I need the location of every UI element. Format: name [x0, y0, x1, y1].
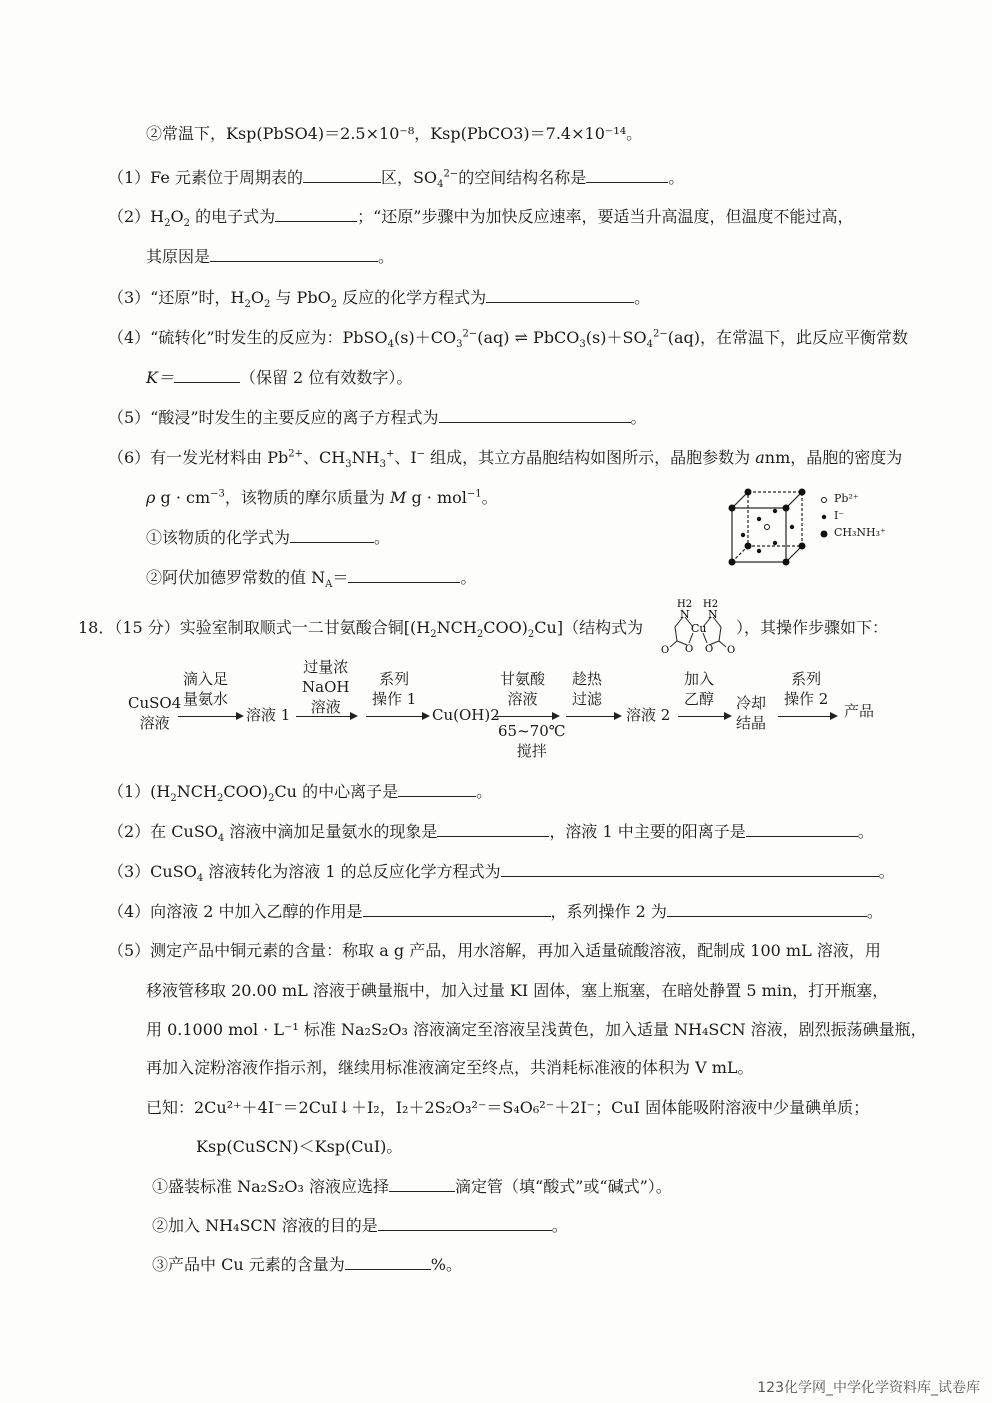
q6-text-i: g · cm	[155, 488, 211, 507]
flow-step7-label: 系列 操作 2	[784, 670, 829, 708]
struct-h2-right: H2	[703, 599, 719, 610]
flow-step4-bottom: 65~70℃ 搅拌	[498, 722, 566, 760]
q18-p5-s3b: %。	[430, 1255, 462, 1274]
question-6: （6）有一发光材料由 $Pb^{2+}$、$CH_3NH_3^+$、I− 组成，其立方晶胞结构如图所示，晶胞参数为 anm，晶胞的密度为	[108, 448, 903, 471]
q18-p3-b: 溶液转化为溶液 1 的总反应化学方程式为	[203, 862, 501, 881]
question-18-head: 18．（15 分）实验室制取顺式一二甘氨酸合铜$[(H_2NCH_2COO)_2Cu]$（结构式为	[78, 618, 644, 641]
struct-n-right: N	[708, 608, 718, 621]
q5-text-a: （5）“酸浸”时发生的主要反应的离子方程式为	[108, 408, 439, 427]
q6-text-j: ，该物质的摩尔质量为	[224, 488, 390, 507]
q6-text-f: a	[755, 448, 765, 467]
q4-text-d: (s)＋SO	[585, 328, 647, 347]
answer-blank[interactable]	[486, 288, 634, 303]
q18-part-5-ksp: Ksp(CuSCN)＜Ksp(CuI)。	[196, 1137, 403, 1156]
question-1: （1）Fe 元素位于周期表的 区，$SO_4^{2-}$的空间结构名称是 。	[108, 168, 685, 191]
q18-p5-s1a: ①盛装标准 Na₂S₂O₃ 溶液应选择	[152, 1177, 390, 1196]
q6-sub2-eq: ＝	[332, 568, 349, 587]
q18-p5-s2a: ②加入 NH₄SCN 溶液的目的是	[152, 1216, 378, 1235]
answer-blank[interactable]	[439, 408, 631, 423]
question-2-cont	[146, 247, 394, 267]
q18-part-5-line3: 用 0.1000 mol · L⁻¹ 标准 Na₂S₂O₃ 溶液滴定至溶液呈浅黄色，加入适量 NH₄SCN 溶液，剧烈振荡碘量瓶，	[146, 1020, 927, 1039]
struct-o: O	[685, 644, 694, 655]
q2-text-b: O	[170, 207, 184, 226]
q6-text-a: （6）有一发光材料由 Pb	[108, 448, 289, 467]
q1-text-c: 的空间结构名称是	[458, 168, 587, 187]
q3-text-c: 反应的化学方程式为	[337, 288, 487, 307]
q6-text-l: g · mol	[406, 488, 467, 507]
q4-text-a: （4）“硫转化”时发生的反应为：PbSO	[108, 328, 388, 347]
flow-arrow	[178, 716, 242, 717]
flow-step3-label: 系列 操作 1	[372, 670, 417, 708]
q18-p1-e: 。	[476, 782, 493, 801]
answer-blank[interactable]	[303, 168, 381, 183]
answer-blank[interactable]	[389, 1177, 455, 1192]
q18-p4-a: （4）向溶液 2 中加入乙醇的作用是	[108, 902, 363, 921]
q18-p1-a: （1）(H	[108, 782, 171, 801]
answer-blank[interactable]	[210, 247, 378, 262]
question-4-cont	[146, 368, 412, 388]
q18-p2-a: （2）在 CuSO	[108, 822, 218, 841]
q6-text-g: nm，晶胞的密度为	[764, 448, 903, 467]
q18-head-a: 18．（15 分）实验室制取顺式一二甘氨酸合铜[(H	[78, 618, 431, 637]
struct-o: O	[705, 644, 714, 655]
q6-sub2-text: ②阿伏加德罗常数的值 N	[146, 568, 326, 587]
q18-part-1: $(1)(H_2NCH_2COO)_2Cu$ 的中心离子是 。	[108, 782, 493, 805]
q18-head-b: NCH	[436, 618, 477, 637]
flow-step1-label: 滴入足 量氨水	[183, 670, 229, 708]
q6-text-m: 。	[481, 488, 498, 507]
flow-step4-top: 甘氨酸 溶液	[500, 670, 546, 708]
flow-node-2: Cu(OH)2	[432, 706, 500, 724]
struct-o: O	[727, 645, 736, 655]
q4-text-b: (s)＋CO	[394, 328, 457, 347]
flow-node-4: 冷却 结晶	[736, 694, 767, 732]
q18-part-5-sub3	[152, 1255, 462, 1275]
q6-text-d: 、I	[394, 448, 417, 467]
flow-end: 产品	[844, 702, 875, 720]
q3-text-a: （3）“还原”时，H	[108, 288, 245, 307]
answer-blank[interactable]	[275, 207, 357, 222]
q18-part-2: （2）在 CuSO$_4$ 溶液中滴加足量氨水的现象是 ，溶液 1 中主要的阳离子是 。	[108, 822, 874, 845]
q18-p2-d: 。	[857, 822, 874, 841]
q18-p3-c: 。	[878, 862, 895, 881]
flow-arrow	[366, 716, 428, 717]
answer-blank[interactable]	[398, 782, 476, 797]
question-6-cont: ρ $g \cdot cm^{-3}$，该物质的摩尔质量为 M g · mol$^{-1}$。	[146, 488, 498, 507]
q18-p1-c: COO)	[223, 782, 269, 801]
answer-blank[interactable]	[501, 862, 879, 877]
q18-p1-d: Cu 的中心离子是	[274, 782, 399, 801]
flow-start: CuSO4 溶液	[128, 694, 182, 732]
answer-blank[interactable]	[437, 822, 549, 837]
q18-p5-s3a: ③产品中 Cu 元素的含量为	[152, 1255, 345, 1274]
answer-blank[interactable]	[586, 168, 668, 183]
struct-cu: Cu	[691, 622, 707, 635]
q6-text-e: 组成，其立方晶胞结构如图所示，晶胞参数为	[425, 448, 756, 467]
struct-o: O	[661, 645, 670, 655]
q18-p5-s1b: 滴定管（填“酸式”或“碱式”）。	[455, 1177, 672, 1196]
q6-text-k: M	[389, 488, 407, 507]
q18-p2-c: ，溶液 1 中主要的阳离子是	[549, 822, 746, 841]
q18-part-3: （3）CuSO$_4$ 溶液转化为溶液 1 的总反应化学方程式为 。	[108, 862, 895, 885]
q5-text-b: 。	[630, 408, 647, 427]
flow-node-3: 溶液 2	[626, 706, 671, 724]
flow-node-1: 溶液 1	[246, 706, 291, 724]
q4-text-c: (aq) ⇌ PbCO	[477, 328, 580, 347]
q18-part-5-line1: （5）测定产品中铜元素的含量：称取 a g 产品，用水溶解，再加入适量硫酸溶液，配制成 100 mL 溶液，用	[108, 941, 881, 960]
q18-p3-a: （3）CuSO	[108, 862, 197, 881]
q18-p1-b: NCH	[176, 782, 217, 801]
q18-head-d: Cu]（结构式为	[534, 618, 644, 637]
question-5	[108, 408, 647, 428]
question-4: （4）“硫转化”时发生的反应为：$PbSO_4(s)+CO_3^{2-}(aq)$ ⇌ $PbCO_3(s)+SO_4^{2-}(aq)$，在常温下，此反应平衡常数	[108, 328, 908, 351]
q18-part-5-line2: 移液管移取 20.00 mL 溶液于碘量瓶中，加入过量 KI 固体，塞上瓶塞，在暗处静置 5 min，打开瓶塞，	[146, 981, 889, 1000]
q18-p4-b: ，系列操作 2 为	[550, 902, 667, 921]
q2-text-f: 。	[378, 247, 395, 266]
footer-watermark: 123化学网_中学化学资料库_试卷库	[757, 1380, 980, 1396]
q18-part-5-line4: 再加入淀粉溶液作指示剂，继续用标准液滴定至终点，共消耗标准液的体积为 V mL。	[146, 1058, 754, 1077]
q4-text-e: (aq)，在常温下，此反应平衡常数	[667, 328, 908, 347]
q1-text-b: 区，SO	[380, 168, 438, 187]
q2-text-e: 其原因是	[146, 247, 211, 266]
q6-text-c: NH	[351, 448, 380, 467]
flow-arrow	[566, 716, 620, 717]
answer-blank[interactable]	[378, 1216, 552, 1231]
ksp-given: ②常温下，Ksp(PbSO4)＝2.5×10⁻⁸，Ksp(PbCO3)＝7.4×10⁻¹⁴。	[146, 124, 643, 143]
flow-arrow	[494, 716, 558, 717]
question-18-head-tail: ），其操作步骤如下：	[736, 618, 889, 637]
q6-sub1-text: ①该物质的化学式为	[146, 528, 291, 547]
q1-text-d: 。	[668, 168, 685, 187]
flow-step5-label: 趁热 过滤	[572, 670, 603, 708]
answer-blank[interactable]	[290, 528, 374, 543]
question-6-sub1: ①该物质的化学式为 。	[146, 528, 391, 547]
answer-blank[interactable]	[363, 902, 551, 917]
q18-part-5-known: 已知：2Cu²⁺＋4I⁻＝2CuI↓＋I₂，I₂＋2S₂O₃²⁻＝S₄O₆²⁻＋2I⁻；CuI 固体能吸附溶液中少量碘单质；	[146, 1098, 870, 1117]
q18-part-5-sub2	[152, 1216, 568, 1236]
q18-part-4	[108, 902, 883, 922]
q4-text-f: K＝	[146, 368, 174, 387]
answer-blank[interactable]	[345, 1255, 431, 1270]
answer-blank[interactable]	[746, 822, 858, 837]
q3-text-d: 。	[634, 288, 651, 307]
q6-text-b: 、CH	[303, 448, 346, 467]
q18-part-5-sub1	[152, 1177, 672, 1197]
q2-text-a: （2）H	[108, 207, 165, 226]
flow-arrow	[778, 716, 836, 717]
q18-p2-b: 溶液中滴加足量氨水的现象是	[224, 822, 438, 841]
q2-text-c: 的电子式为	[190, 207, 276, 226]
flow-step2-label: 过量浓 NaOH 溶液	[302, 658, 350, 716]
legend-i: I⁻	[834, 509, 845, 522]
question-6-sub2: ②阿伏加德罗常数的值 $N_A=$ 。	[146, 568, 477, 591]
process-flow	[0, 655, 992, 765]
q4-text-g: （保留 2 位有效数字）。	[239, 368, 413, 387]
q3-text-b: 与 PbO	[275, 288, 331, 307]
question-2: $(2)H_2O_2$ 的电子式为 ；“还原”步骤中为加快反应速率，要适当升高温度，但温度不能过高，	[108, 207, 854, 230]
struct-h2-left: H2	[677, 599, 693, 610]
question-3: （3）“还原”时，$H_2O_2$ 与 PbO$_2$ 反应的化学方程式为 。	[108, 288, 651, 311]
q18-head-c: COO)	[483, 618, 528, 637]
flow-arrow	[296, 716, 356, 717]
flow-arrow	[678, 716, 730, 717]
struct-n-left: N	[680, 608, 690, 621]
q2-text-d: ；“还原”步骤中为加快反应速率，要适当升高温度，但温度不能过高，	[357, 207, 854, 226]
legend-pb: Pb²⁺	[834, 492, 859, 505]
q18-p4-c: 。	[866, 902, 883, 921]
q18-p5-s2b: 。	[551, 1216, 568, 1235]
flow-step6-label: 加入 乙醇	[684, 670, 715, 708]
answer-blank[interactable]	[667, 902, 867, 917]
answer-blank[interactable]	[348, 568, 460, 583]
legend-ch3nh3: CH₃NH₃⁺	[834, 526, 886, 539]
q1-text-a: （1）Fe 元素位于周期表的	[108, 168, 303, 187]
answer-blank[interactable]	[174, 368, 240, 383]
q6-text-h: ρ	[146, 488, 156, 507]
